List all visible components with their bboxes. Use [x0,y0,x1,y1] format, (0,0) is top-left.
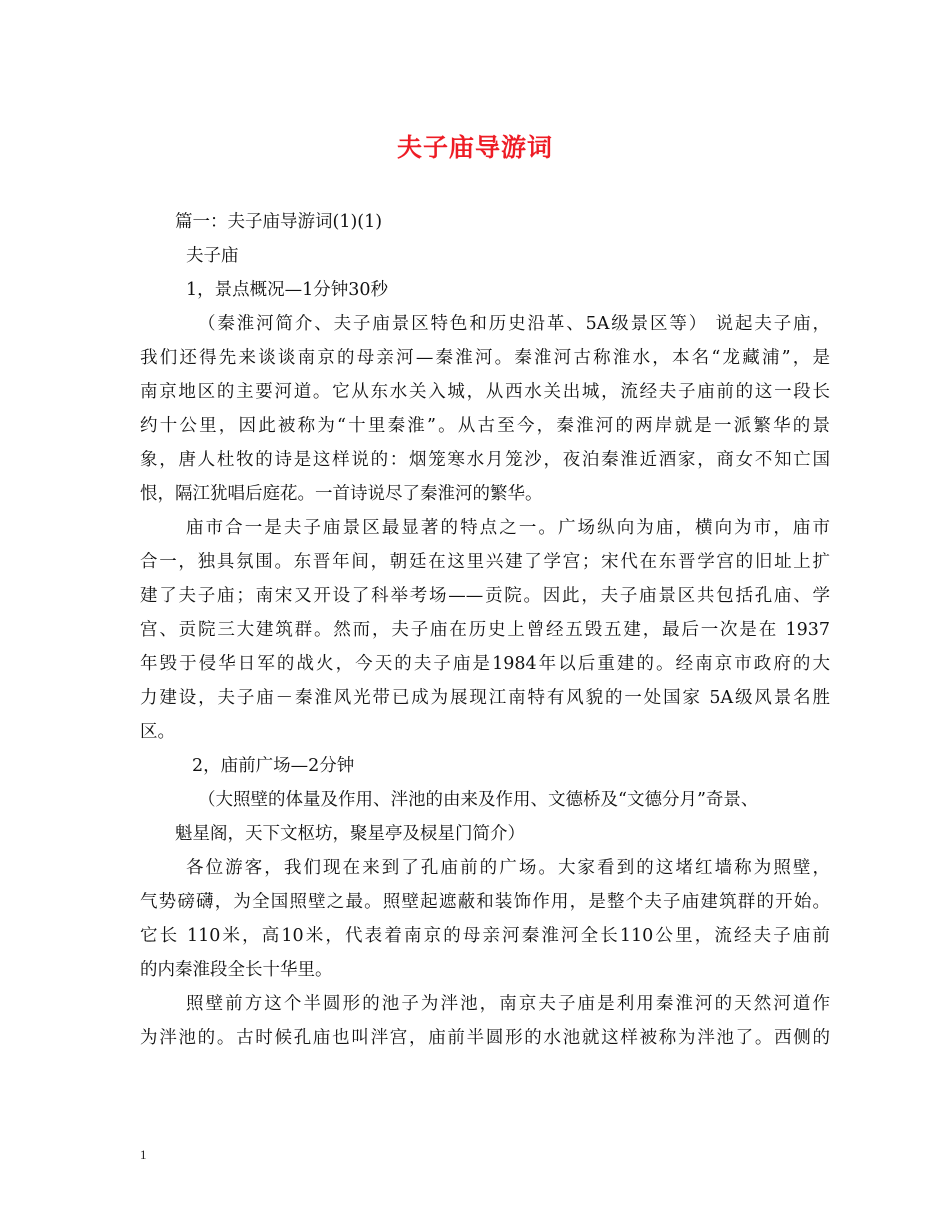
text-line: 它长 110米，高10米，代表着南京的母亲河秦淮河全长110公里，流经夫子庙前 [140,926,830,946]
text-line: 象，唐人杜牧的诗是这样说的：烟笼寒水月笼沙，夜泊秦淮近酒家，商女不知亡国 [140,450,830,470]
text-line: 我们还得先来谈谈南京的母亲河—秦淮河。秦淮河古称淮水，本名“龙藏浦”，是 [140,348,830,368]
text-line: 2，庙前广场—2分钟 [192,756,355,776]
text-line: 恨，隔江犹唱后庭花。一首诗说尽了秦淮河的繁华。 [140,484,543,504]
text-line: 年毁于侵华日军的战火，今天的夫子庙是1984年以后重建的。经南京市政府的大 [140,654,830,674]
text-line: 照壁前方这个半圆形的池子为泮池，南京夫子庙是利用秦淮河的天然河道作 [186,994,830,1014]
text-line: 夫子庙 [186,246,239,266]
text-line: 宫、贡院三大建筑群。然而，夫子庙在历史上曾经五毁五建，最后一次是在 1937 [140,620,830,640]
text-line: 各位游客，我们现在来到了孔庙前的广场。大家看到的这堵红墙称为照壁， [186,858,830,878]
document-title: 夫子庙导游词 [396,133,553,162]
text-line: 南京地区的主要河道。它从东水关入城，从西水关出城，流经夫子庙前的这一段长 [140,382,830,402]
text-line: 庙市合一是夫子庙景区最显著的特点之一。广场纵向为庙，横向为市，庙市 [186,518,830,538]
text-line: 为泮池的。古时候孔庙也叫泮宫，庙前半圆形的水池就这样被称为泮池了。西侧的 [140,1028,830,1048]
text-line: （秦淮河简介、夫子庙景区特色和历史沿革、5A级景区等） 说起夫子庙， [198,314,830,334]
text-line: 篇一：夫子庙导游词(1)(1) [175,212,383,232]
text-line: 1，景点概况—1分钟30秒 [186,280,389,300]
text-line: 魁星阁，天下文枢坊，聚星亭及棂星门简介） [175,824,525,844]
text-line: 区。 [140,722,175,742]
document-body [140,205,830,1055]
text-line: 约十公里，因此被称为“十里秦淮”。从古至今，秦淮河的两岸就是一派繁华的景 [140,416,830,436]
page-number: 1 [140,1147,147,1162]
text-line: 合一，独具氛围。东晋年间，朝廷在这里兴建了学宫；宋代在东晋学宫的旧址上扩 [140,552,830,572]
text-line: 的内秦淮段全长十华里。 [140,960,333,980]
text-line: （大照壁的体量及作用、泮池的由来及作用、文德桥及“文德分月”奇景、 [198,790,759,810]
text-line: 力建设，夫子庙－秦淮风光带已成为展现江南特有风貌的一处国家 5A级风景名胜 [140,688,830,708]
text-line: 建了夫子庙；南宋又开设了科举考场——贡院。因此，夫子庙景区共包括孔庙、学 [140,586,830,606]
text-line: 气势磅礴，为全国照壁之最。照壁起遮蔽和装饰作用，是整个夫子庙建筑群的开始。 [140,892,830,912]
